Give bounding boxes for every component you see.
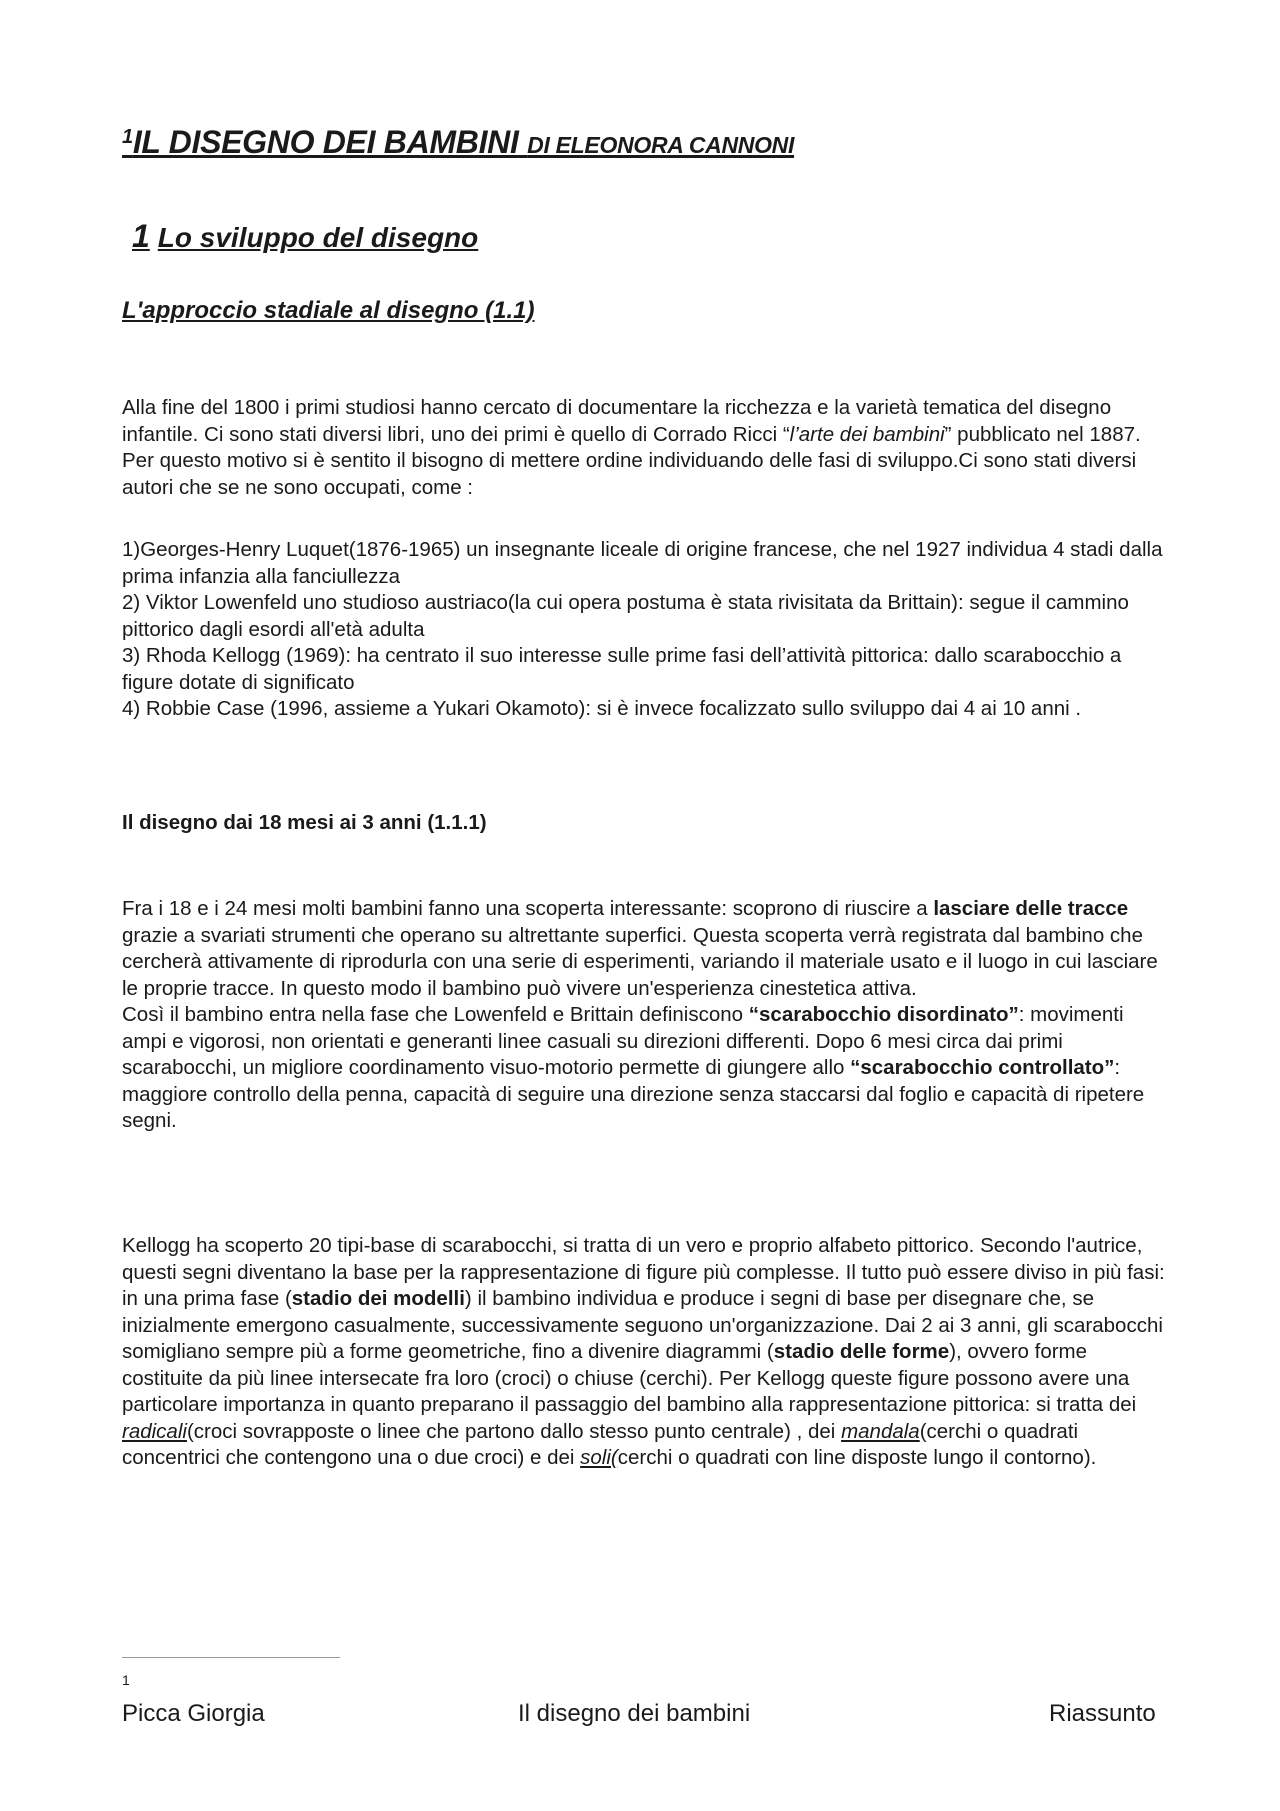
text: ), ovvero forme costituite da più linee intersecate fra loro (croci) o chiuse (cerchi). Per Kellogg queste figure possono avere una particolare importanza in quanto preparano il passaggio del bambino alla rappresentazione pittorica: si tratta dei <box>122 1340 1137 1416</box>
intro-text-b: ” pubblicato nel 1887. Per questo motivo si è sentito il bisogno di mettere ordine individuando delle fasi di sviluppo.Ci sono stati diversi autori che se ne sono occupati, come : <box>122 422 1141 499</box>
list-item: 4) Robbie Case (1996, assieme a Yukari Okamoto): si è invece focalizzato sullo sviluppo dai 4 ai 10 anni . <box>122 697 1082 720</box>
title-main: IL DISEGNO DEI BAMBINI <box>132 124 519 160</box>
chapter-title: Lo sviluppo del disegno <box>157 222 479 253</box>
section-heading: L'approccio stadiale al disegno (1.1) <box>122 297 535 324</box>
text: Fra i 18 e i 24 mesi molti bambini fanno una scoperta interessante: scoprono di riuscire a <box>122 897 934 920</box>
document-title <box>122 124 794 161</box>
paragraph-scribble-stages <box>122 896 1172 1135</box>
bold-term: stadio delle forme <box>773 1340 950 1363</box>
footnote-divider <box>122 1657 340 1658</box>
footer-title: Il disegno dei bambini <box>518 1700 751 1727</box>
footer-label: Riassunto <box>1049 1700 1156 1727</box>
text: (croci sovrapposte o linee che partono dallo stesso punto centrale) , dei <box>186 1419 842 1443</box>
book-title: l’arte dei bambini <box>789 422 945 446</box>
list-item: 2) Viktor Lowenfeld uno studioso austriaco(la cui opera postuma è stata rivisitata da Brittain): segue il cammino pittorico dagli esordi all'età adulta <box>122 591 1129 641</box>
footnote-mark: 1 <box>122 126 133 148</box>
text: : movimenti ampi e vigorosi, non orientati e generanti linee casuali su direzioni differenti. Dopo 6 mesi circa dai primi scarabocchi, un migliore coordinamento visuo-motorio permette di giungere allo <box>122 1003 1124 1079</box>
bold-term: “scarabocchio controllato” <box>850 1056 1115 1079</box>
title-author: DI ELEONORA CANNONI <box>527 132 795 158</box>
text: : maggiore controllo della penna, capacità di seguire una direzione senza staccarsi dal foglio e capacità di ripetere segni. <box>122 1056 1145 1132</box>
bold-term: stadio dei modelli <box>291 1287 465 1310</box>
text: grazie a svariati strumenti che operano su altrettante superfici. Questa scoperta verrà registrata dal bambino che cercherà attivamente di riprodurla con una serie di esperimenti, variando il materiale usato e il luogo in cui lasciare le proprie tracce. In questo modo il bambino può vivere un'esperienza cinestetica attiva. <box>122 923 1158 1000</box>
text: Kellogg ha scoperto 20 tipi-base di scarabocchi, si tratta di un vero e proprio alfabeto pittorico. Secondo l'autrice, questi segni diventano la base per la rappresentazione di figure più complesse. Il tutto può essere diviso in più fasi: in una prima fase ( <box>122 1234 1165 1310</box>
text: ) il bambino individua e produce i segni di base per disegnare che, se inizialmente emergono casualmente, successivamente seguono un'organizzazione. Dai 2 ai 3 anni, gli scarabocchi somigliano sempre più a forme geometriche, fino a divenire diagrammi ( <box>122 1287 1163 1363</box>
subsection-heading: Il disegno dai 18 mesi ai 3 anni (1.1.1) <box>122 811 487 834</box>
chapter-number: 1 <box>132 218 150 254</box>
term-soli: soli( <box>580 1446 618 1469</box>
term-radicali: radicali <box>122 1419 187 1443</box>
paragraph-kellogg <box>122 1233 1172 1472</box>
text: (cerchi o quadrati concentrici che contengono una o due croci) e dei <box>122 1419 1079 1469</box>
bold-term: “scarabocchio disordinato” <box>748 1003 1019 1026</box>
list-item: 1)Georges-Henry Luquet(1876-1965) un insegnante liceale di origine francese, che nel 1927 individua 4 stadi dalla prima infanzia alla fanciullezza <box>122 538 1163 588</box>
chapter-heading <box>122 218 478 255</box>
footer-author: Picca Giorgia <box>122 1700 265 1727</box>
intro-text-a: Alla fine del 1800 i primi studiosi hanno cercato di documentare la ricchezza e la varietà tematica del disegno infantile. Ci sono stati diversi libri, uno dei primi è quello di Corrado Ricci “ <box>122 396 1112 446</box>
term-mandala: mandala <box>841 1419 920 1443</box>
text: cerchi o quadrati con line disposte lungo il contorno). <box>617 1446 1097 1469</box>
list-item: 3) Rhoda Kellogg (1969): ha centrato il suo interesse sulle prime fasi dell’attività pittorica: dallo scarabocchio a figure dotate di significato <box>122 644 1122 694</box>
authors-list <box>122 537 1172 723</box>
footnote-number: 1 <box>122 1672 130 1688</box>
intro-paragraph <box>122 395 1172 501</box>
bold-term: lasciare delle tracce <box>933 897 1129 920</box>
text: Così il bambino entra nella fase che Lowenfeld e Brittain definiscono <box>122 1003 749 1026</box>
